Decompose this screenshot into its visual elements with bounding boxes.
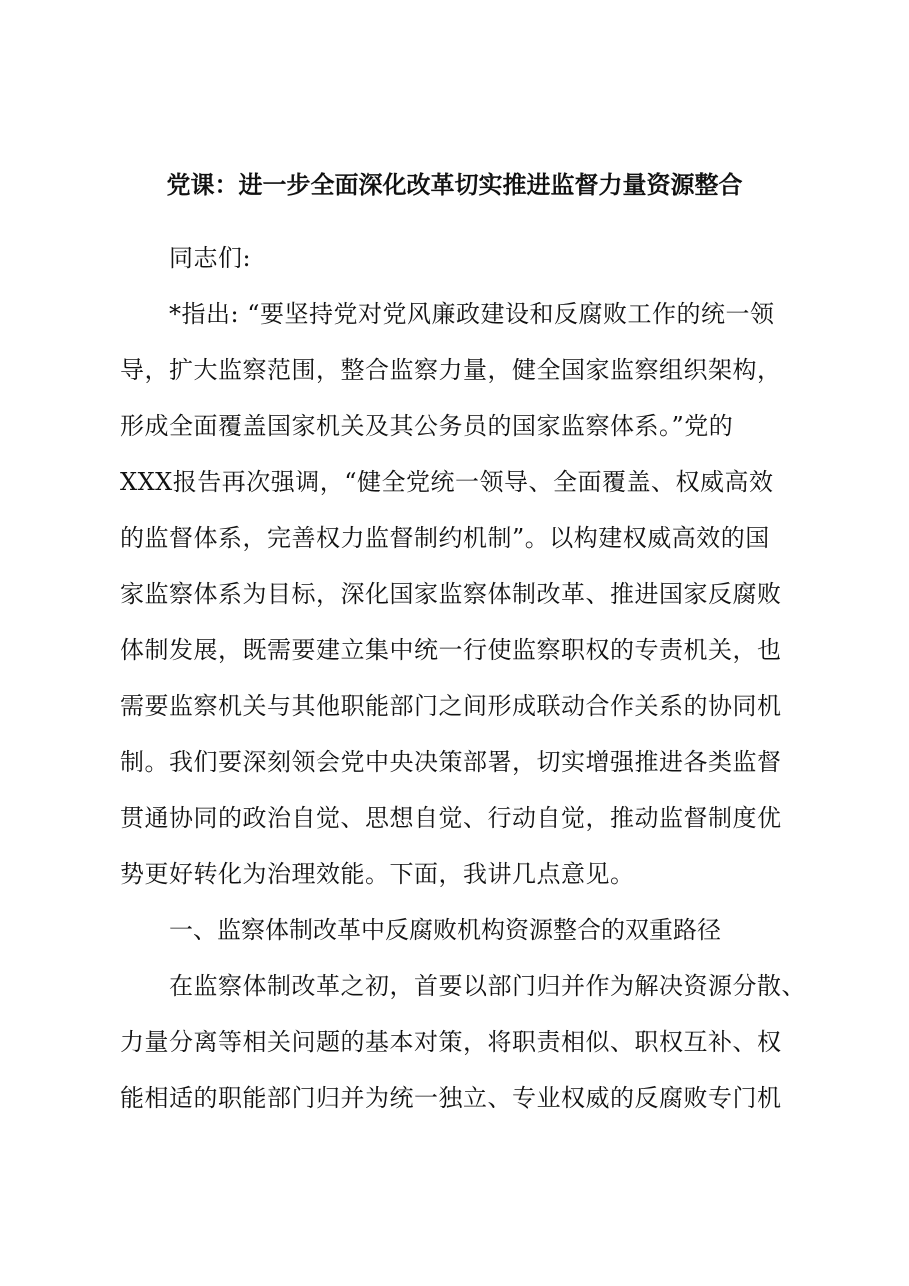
paragraph-line: 贯通协同的政治自觉、思想自觉、行动自觉，推动监督制度优 [120, 804, 782, 832]
paragraph-line: 能相适的职能部门归并为统一独立、专业权威的反腐败专门机 [120, 1084, 782, 1112]
paragraph-line: 势更好转化为治理效能。下面，我讲几点意见。 [120, 860, 635, 888]
paragraph-line: 家监察体系为目标，深化国家监察体制改革、推进国家反腐败 [120, 580, 782, 608]
paragraph-line: 导，扩大监察范围，整合监察力量，健全国家监察组织架构， [120, 356, 782, 384]
document-title: 党课：进一步全面深化改革切实推进监督力量资源整合 [166, 170, 743, 199]
paragraph-line: 形成全面覆盖国家机关及其公务员的国家监察体系。”党的 [120, 412, 734, 440]
paragraph-line: 在监察体制改革之初，首要以部门归并作为解决资源分散、 [169, 972, 806, 1000]
greeting: 同志们: [169, 244, 252, 272]
paragraph-line: 力量分离等相关问题的基本对策，将职责相似、职权互补、权 [120, 1028, 782, 1056]
paragraph-line: XXX报告再次强调，“健全党统一领导、全面覆盖、权威高效 [120, 468, 774, 496]
paragraph-line: 制。我们要深刻领会党中央决策部署，切实增强推进各类监督 [120, 748, 782, 776]
paragraph-line: *指出: “要坚持党对党风廉政建设和反腐败工作的统一领 [169, 300, 775, 328]
section-heading: 一、监察体制改革中反腐败机构资源整合的双重路径 [169, 916, 721, 944]
paragraph-line: 需要监察机关与其他职能部门之间形成联动合作关系的协同机 [120, 692, 782, 720]
paragraph-line: 的监督体系，完善权力监督制约机制”。以构建权威高效的国 [120, 524, 770, 552]
paragraph-line: 体制发展，既需要建立集中统一行使监察职权的专责机关，也 [120, 636, 782, 664]
